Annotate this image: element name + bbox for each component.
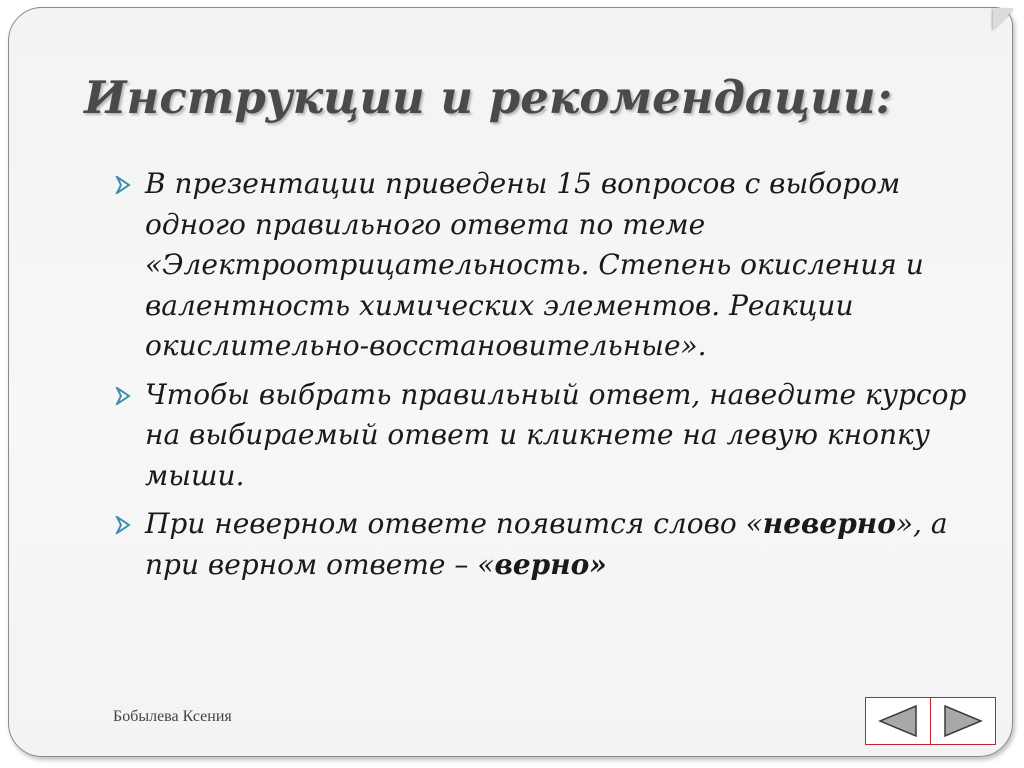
bullet-text: Чтобы выбрать правильный ответ, наведите курсор на выбираемый ответ и кликнете на левую кнопку мыши. [145,377,967,492]
bullet-text-part: », а при верном ответе – « [145,507,948,581]
bullet-text [145,507,948,581]
bullet-item [112,375,982,497]
word-incorrect: неверно [762,507,896,540]
arrow-bullet-icon [114,387,132,405]
author-footer: Бобылева Ксения [113,708,232,725]
arrow-bullet-icon [114,176,132,194]
triangle-right-icon [941,703,985,739]
triangle-left-icon [876,703,920,739]
bullet-text-part: При неверном ответе появится слово « [145,507,763,540]
bullet-text: В презентации приведены 15 вопросов с выбором одного правильного ответа по теме «Электроотрицательность. Степень окисления и валентность химических элементов. Реакции окислительно-восстановительные». [145,167,924,362]
page-fold-corner [993,8,1015,30]
next-slide-button[interactable] [931,698,995,744]
navigation-buttons [865,697,996,745]
word-correct: верно» [494,547,607,581]
bullet-item [112,504,982,585]
bullet-list [112,164,982,593]
bullet-item [112,164,982,367]
arrow-bullet-icon [114,516,132,534]
slide-title: Инструкции и рекомендации: [84,71,893,124]
previous-slide-button[interactable] [866,698,931,744]
